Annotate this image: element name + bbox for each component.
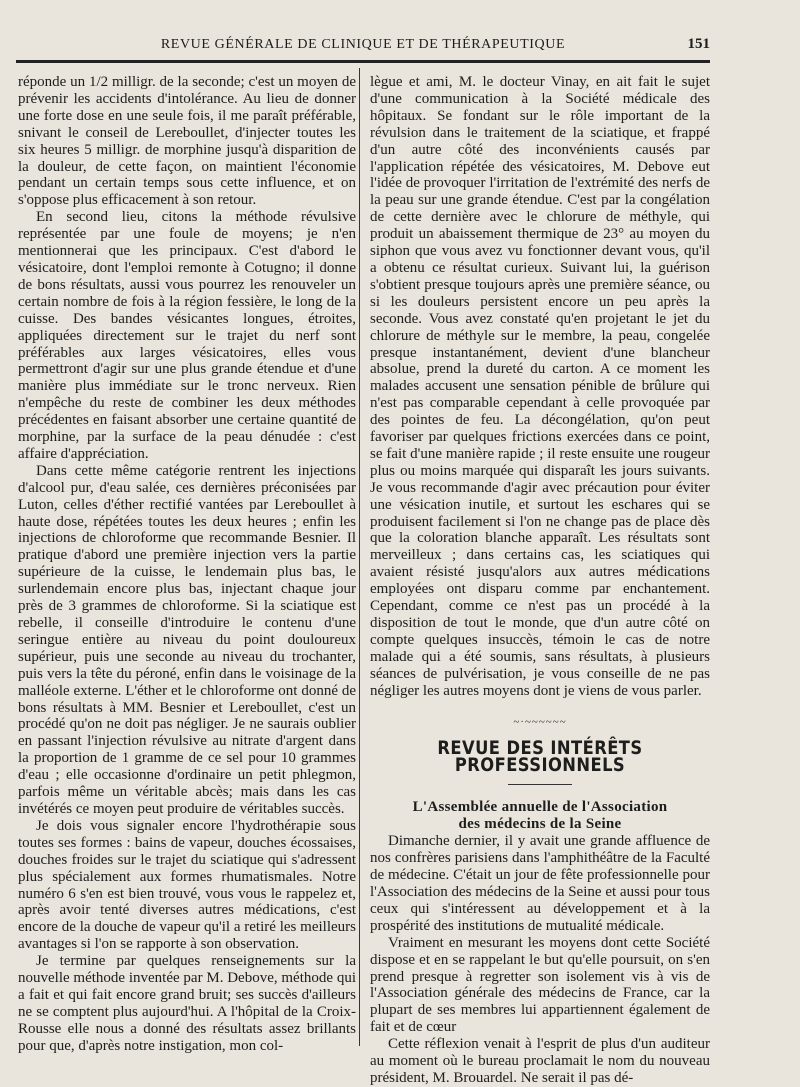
paragraph: lègue et ami, M. le docteur Vinay, en ait fait le sujet d'une communication à la Société médicale des hôpitaux. Se fondant sur le rôle important de la révulsion dans le traitement de la sciatique, et frappé d'un autre côté des inconvénients causés par l'application répétée des vésicatoires, M. Debove eut l'idée de provoquer l'irritation de l'extrémité des nerfs de la peau sur une grande étendue. C'est par la congélation de cette dernière avec le chlorure de méthyle, qui produit un abaissement thermique de 23° au moyen du siphon que vous avez vu fonctionner devant vous, qu'il a obtenu ce résultat curieux. Suivant lui, la guérison s'obtient presque toujours après une première séance, ou si les douleurs persistent encore un peu après la seconde. Vous avez constaté qu'en projetant le jet du chlorure de méthyle sur le membre, la peau, congelée presque instantanément, devient d'une blancheur absolue, prend la dureté du carton. A ce moment les malades accusent une sensation pénible de brûlure qui n'est pas comparable cependant à celle provoquée par des pointes de feu. La décongélation, qu'on peut favoriser par quelques frictions exercées dans ce point, se fait d'une manière rapide ; il reste ensuite une rougeur plus ou moins marquée qui disparaît les jours suivants. Je vous recommande d'agir avec précaution pour éviter une vésication inutile, et surtout les eschares qui se produisent facilement si l'on ne change pas de place dès que la coloration blanche apparaît. Les résultats sont merveilleux ; dans certains cas, les sciatiques qui avaient résisté jusqu'alors aux autres médications employées ont disparu comme par enchantement. Cependant, comme ce n'est pas un procédé à la disposition de tout le monde, que d'un autre côté on compte quelques insuccès, témoin le cas de notre malade qui a été soumis, sans résultats, à plusieurs séances de pulvérisation, je vous conseille de ne pas négliger les autres moyens dont je viens de vous parler. [370, 74, 710, 699]
paragraph: Dans cette même catégorie rentrent les injections d'alcool pur, d'eau salée, ces dernières préconisées par Luton, celles d'éther rectifié vantées par Lereboullet à haute dose, répétées toutes les deux heures ; enfin les injections de chloroforme que recommande Besnier. Il pratique d'abord une première injection vers la partie supérieure de la cuisse, le lendemain plus bas, le surlendemain encore plus bas, injectant chaque jour près de 3 grammes de chloroforme. Si la sciatique est rebelle, il conseille d'introduire le contenu d'une seringue entière au niveau du point douloureux supérieur, puis une seconde au niveau du trochanter, puis vers la tête du péroné, enfin dans le voisinage de la malléole externe. L'éther et le chloroforme ont donné de bons résultats à MM. Besnier et Lereboullet, c'est un procédé qu'on ne doit pas négliger. Je ne saurais oublier en passant l'injection révulsive au nitrate d'argent dans la proportion de 1 gramme de ce sel pour 10 grammes d'eau ; elle occasionne d'ordinaire un petit phlegmon, parfois même un véritable abcès; mais dans les cas invétérés ce moyen peut produire de véritables succès. [18, 462, 356, 817]
article-title [370, 799, 710, 833]
paragraph: réponde un 1/2 milligr. de la seconde; c'est un moyen de prévenir les accidents d'intolérance. Au lieu de donner une forte dose en une seule fois, il me paraît préférable, snivant le conseil de Lereboullet, d'injecter toutes les six heures 5 milligr. de morphine jusqu'à disparition de la douleur, de cette façon, on maintient l'économie pendant un certain temps sous cette influence, et on s'oppose plus efficacement à son retour. [18, 74, 356, 209]
paragraph: Dimanche dernier, il y avait une grande affluence de nos confrères parisiens dans l'amphithéâtre de la Faculté de médecine. C'était un jour de fête professionnelle pour l'Association des médecins de la Seine et aussi pour tous ceux qui s'intéressent au développement et à la prospérité des institutions de mutualité médicale. [370, 833, 710, 934]
header-rule [16, 60, 710, 63]
right-column [370, 74, 710, 1087]
paragraph: Cette réflexion venait à l'esprit de plus d'un auditeur au moment où le bureau proclamait le nom du nouveau président, M. Brouardel. Ne serait il pas dé- [370, 1036, 710, 1086]
article-title-line: des médecins de la Seine [458, 816, 622, 833]
article-title-line: L'Assemblée annuelle de l'Association [412, 799, 668, 816]
paragraph: Je dois vous signaler encore l'hydrothérapie sous toutes ses formes : bains de vapeur, douches écossaises, douches froides sur le trajet du sciatique qui s'adressent plus spécialement aux formes rhumatismales. Notre numéro 6 s'en est bien trouvé, vous vous le rappelez et, après avoir tenté diverses autres médications, c'est encore de la douche de vapeur qu'il a retiré les meilleurs avantages si l'on se rapporte à son observation. [18, 817, 356, 953]
column-divider [359, 68, 360, 1046]
running-header [16, 33, 710, 57]
paragraph: Vraiment en mesurant les moyens dont cette Société dispose et en se rappelant le but qu'elle poursuit, on s'en prend presque à regretter son isolement vis à vis de l'Association générale des médecins de France, car la plupart de ses membres lui appartiennent également de fait et de cœur [370, 934, 710, 1036]
section-title: REVUE DES INTÉRÊTS PROFESSIONNELS [437, 737, 643, 777]
journal-title: REVUE GÉNÉRALE DE CLINIQUE ET DE THÉRAPEUTIQUE [160, 37, 566, 52]
page-number: 151 [687, 36, 710, 52]
paragraph: Je termine par quelques renseignements sur la nouvelle méthode inventée par M. Debove, méthode qui a fait et qui fait encore grand bruit; ses succès d'ailleurs ne se comptent plus aujourd'hui. A l'hôpital de la Croix-Rousse elle nous a donné des résultats assez brillants pour que, d'après notre instigation, mon col- [18, 953, 356, 1054]
ornamental-divider: ~·~~~~~~ [513, 715, 567, 728]
section-rule [508, 784, 572, 785]
paragraph: En second lieu, citons la méthode révulsive représentée par une foule de moyens; je n'en mentionnerai que les principaux. C'est d'abord le vésicatoire, dont l'emploi remonte à Cotugno; il donne de bons résultats, aussi vous pourrez les renouveler un certain nombre de fois à la région fessière, le long de la cuisse. Des bandes vésicantes longues, étroites, appliquées directement sur le trajet du nerf sont préférables aux larges vésicatoires, elles vous permettront d'agir sur une plus grande étendue et d'une manière plus immédiate sur le tronc nerveux. Rien n'empêche du reste de combiner les deux méthodes précédentes en faisant absorber une certaine quantité de morphine, par la surface de la peau dénudée : c'est affaire d'appréciation. [18, 209, 356, 462]
left-column [18, 74, 356, 1055]
